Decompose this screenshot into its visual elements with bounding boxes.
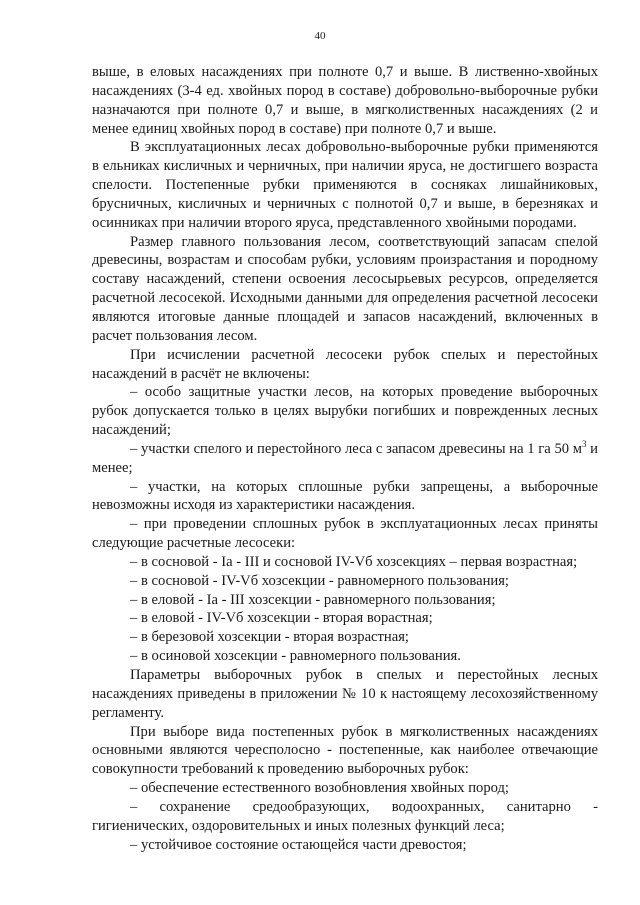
list-item-spruce-uniform: – в еловой - Iа - III хозсекции - равномерного пользования; bbox=[130, 591, 496, 608]
list-item-forest-functions: – сохранение средообразующих, водоохранных, санитарно - гигиенических, оздоровительных и иных полезных функций леса; bbox=[92, 798, 598, 834]
list-item-low-stock-tail: и менее; bbox=[92, 440, 598, 476]
paragraph-selection-felling-intro: выше, в еловых насаждениях при полноте 0,7 и выше. В лиственно-хвойных насаждениях (3-4 ед. хвойных пород в составе) добровольно-выборочные рубки назначаются при полноте 0,7 и выше, в мягколиственных насаждениях (2 и менее единиц хвойных пород в составе) при полноте 0,7 и выше. bbox=[92, 64, 598, 137]
paragraph-gradual-felling-choice: При выборе вида постепенных рубок в мягколиственных насаждениях основными являются чересполосно - постепенные, как наиболее отвечающие совокупности требований к проведению выборочных рубок: bbox=[92, 723, 598, 778]
document-body bbox=[92, 63, 598, 854]
list-item-birch-second-age: – в березовой хозсекции - вторая возрастная; bbox=[130, 629, 409, 646]
list-item-pine-first-age: – в сосновой - Iа - III и сосновой IV-Vб хозсекциях – первая возрастная; bbox=[130, 553, 578, 570]
list-item-low-stock-areas bbox=[92, 440, 598, 478]
list-item-stand-stability: – устойчивое состояние остающейся части древостоя; bbox=[130, 836, 467, 853]
paragraph-exploitation-forests: В эксплуатационных лесах добровольно-выборочные рубки применяются в ельниках кисличных и черничных, при наличии яруса, не достигшего возраста спелости. Постепенные рубки применяются в сосняках лишайниковых, брусничных, кисличных и черничных с полнотой 0,7 и выше, в березняках и осинниках при наличии второго яруса, представленного хвойными породами. bbox=[92, 139, 598, 231]
list-item-clear-cut-prohibited: – участки, на которых сплошные рубки запрещены, а выборочные невозможны исходя из характеристики насаждения. bbox=[92, 478, 598, 514]
list-item-pine-uniform: – в сосновой - IV-Vб хозсекции - равномерного пользования; bbox=[130, 572, 509, 589]
page-number: 40 bbox=[314, 30, 326, 42]
list-item-aspen-uniform: – в осиновой хозсекции - равномерного пользования. bbox=[130, 648, 461, 665]
list-item-clear-cut-estimates: – при проведении сплошных рубок в эксплуатационных лесах приняты следующие расчетные лесосеки: bbox=[92, 516, 598, 552]
superscript-cube: 3 bbox=[581, 439, 587, 450]
list-item-spruce-second-age: – в еловой - IV-Vб хозсекции - вторая ворастная; bbox=[130, 610, 433, 627]
paragraph-selection-parameters: Параметры выборочных рубок в спелых и перестойных лесных насаждениях приведены в приложении № 10 к настоящему лесохозяйственному регламенту. bbox=[92, 667, 598, 721]
list-item-low-stock-text: – участки спелого и перестойного леса с запасом древесины на 1 га 50 м bbox=[130, 440, 582, 457]
list-item-protective-areas: – особо защитные участки лесов, на которых проведение выборочных рубок допускается только в целях вырубки погибших и поврежденных лесных насаждений; bbox=[92, 384, 598, 439]
paragraph-calculation-excluded: При исчислении расчетной лесосеки рубок спелых и перестойных насаждений в расчёт не включены: bbox=[92, 346, 598, 382]
list-item-natural-regeneration: – обеспечение естественного возобновления хвойных пород; bbox=[130, 780, 509, 797]
paragraph-main-use-size: Размер главного пользования лесом, соответствующий запасам спелой древесины, возрастам и способам рубки, условиям произрастания и породному составу насаждений, степени освоения лесосырьевых ресурсов, определяется расчетной лесосекой. Исходными данными для определения расчетной лесосеки являются итоговые данные площадей и запасов насаждений, включенных в расчет пользования лесом. bbox=[92, 233, 598, 344]
